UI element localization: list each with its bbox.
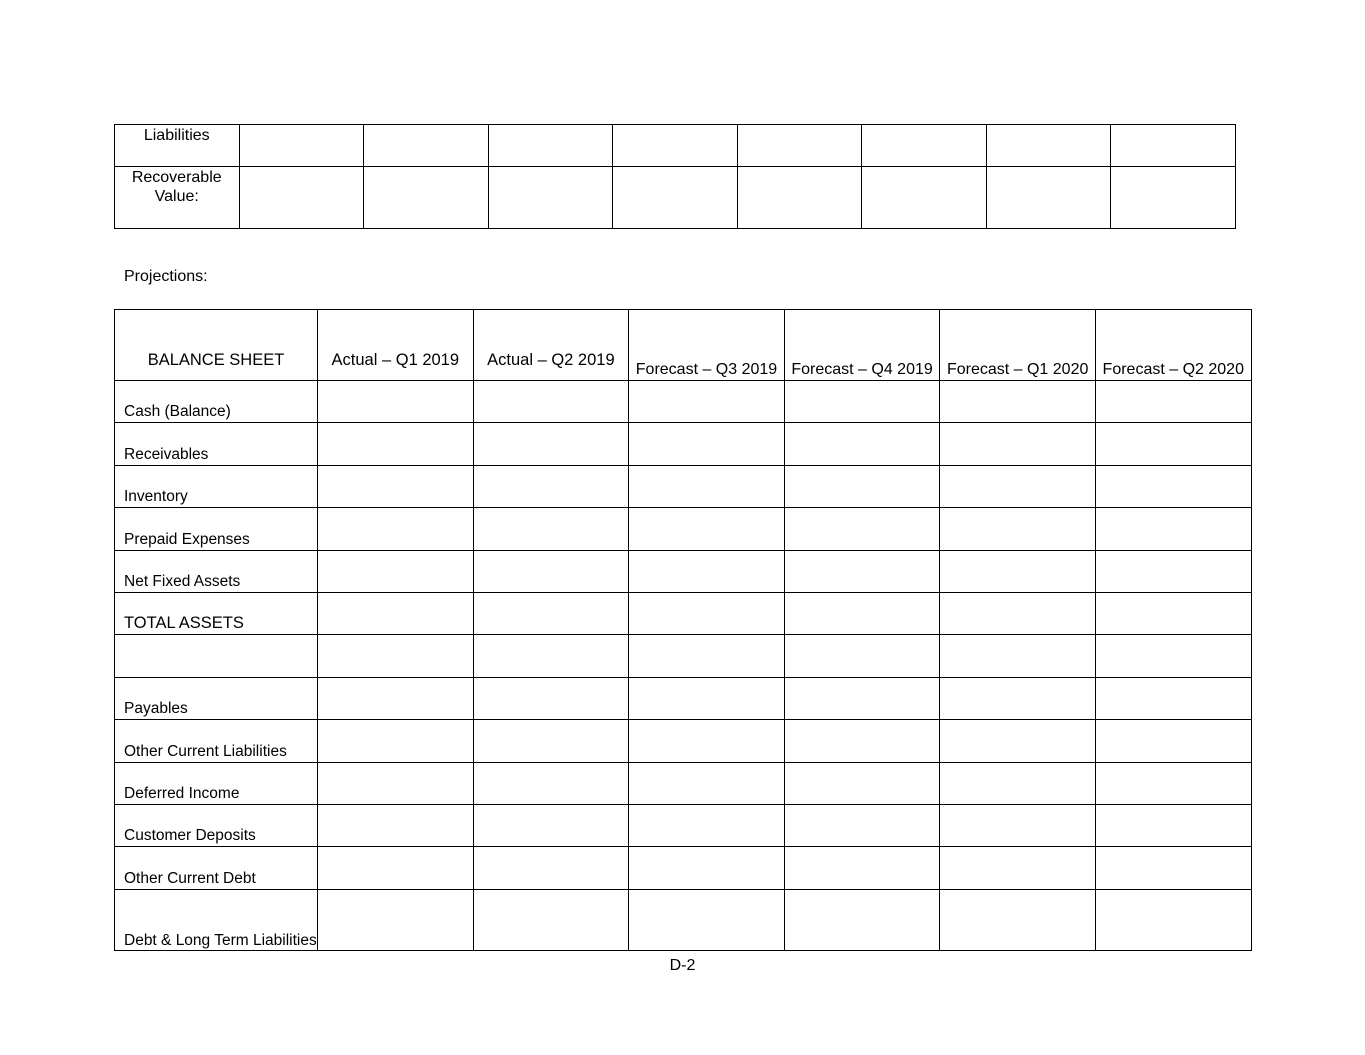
table-row [115, 889, 1252, 950]
table-cell [784, 592, 940, 634]
header-balance-sheet: BALANCE SHEET [115, 310, 318, 381]
header-forecast-q2-2020 [1095, 310, 1251, 381]
row-label: Other Current Debt [115, 847, 318, 889]
table-cell [1095, 720, 1251, 762]
table-cell [318, 804, 474, 846]
header-row [115, 310, 1252, 381]
table-cell [488, 125, 613, 167]
table-cell [1111, 167, 1236, 229]
table-cell [473, 423, 629, 465]
table-cell [784, 423, 940, 465]
row-label: Deferred Income [115, 762, 318, 804]
table-row [115, 804, 1252, 846]
row-label: Net Fixed Assets [115, 550, 318, 592]
table-cell [940, 804, 1096, 846]
table-cell [1095, 847, 1251, 889]
row-label [115, 635, 318, 677]
header-text: Forecast – Q4 2019 [791, 361, 933, 378]
table-cell [629, 381, 785, 423]
table-cell [1095, 550, 1251, 592]
table-cell [629, 889, 785, 950]
table-cell [784, 677, 940, 719]
balance-sheet-table [114, 309, 1252, 951]
table-cell [940, 508, 1096, 550]
table-row [115, 677, 1252, 719]
table-cell [737, 167, 862, 229]
row-label: Prepaid Expenses [115, 508, 318, 550]
header-actual-q1-2019: Actual – Q1 2019 [318, 310, 474, 381]
table-cell [629, 720, 785, 762]
table-cell [473, 720, 629, 762]
table-cell [488, 167, 613, 229]
table-cell [629, 677, 785, 719]
projections-label: Projections: [124, 268, 208, 285]
table-cell [318, 550, 474, 592]
table-cell [629, 804, 785, 846]
table-cell [318, 423, 474, 465]
table-row [115, 592, 1252, 634]
row-label: Cash (Balance) [115, 381, 318, 423]
table-cell [473, 635, 629, 677]
table-cell [364, 125, 489, 167]
row-label-recoverable-value [115, 167, 240, 229]
table-cell [613, 167, 738, 229]
header-text: Forecast – Q2 2020 [1102, 361, 1244, 378]
row-label: Inventory [115, 465, 318, 507]
row-label: Receivables [115, 423, 318, 465]
table-row [115, 762, 1252, 804]
table-cell [940, 677, 1096, 719]
page-number: D-2 [669, 957, 696, 974]
table-cell [1095, 423, 1251, 465]
table-cell [318, 720, 474, 762]
table-row [115, 423, 1252, 465]
table-cell [239, 167, 364, 229]
table-cell [784, 847, 940, 889]
table-row [115, 508, 1252, 550]
table-cell [1095, 592, 1251, 634]
table-row [115, 720, 1252, 762]
header-forecast-q4-2019 [784, 310, 940, 381]
table-row [115, 381, 1252, 423]
table-cell [629, 635, 785, 677]
header-forecast-q3-2019 [629, 310, 785, 381]
row-label-text: Recoverable Value: [131, 169, 222, 205]
row-label-liabilities: Liabilities [115, 125, 240, 167]
table-cell [862, 167, 987, 229]
table-cell [473, 550, 629, 592]
table-cell [940, 889, 1096, 950]
row-label: Debt & Long Term Liabilities [115, 889, 318, 950]
table-cell [629, 550, 785, 592]
row-label: TOTAL ASSETS [115, 592, 318, 634]
table-cell [629, 465, 785, 507]
table-cell [1095, 762, 1251, 804]
table-cell [940, 423, 1096, 465]
table-cell [318, 592, 474, 634]
table-cell [784, 381, 940, 423]
table-cell [318, 847, 474, 889]
table-cell [784, 635, 940, 677]
table-cell [629, 592, 785, 634]
table-cell [940, 762, 1096, 804]
table-cell [613, 125, 738, 167]
header-text: Forecast – Q3 2019 [635, 361, 778, 378]
table-cell [364, 167, 489, 229]
table-cell [1095, 889, 1251, 950]
table-cell [473, 465, 629, 507]
liabilities-table [114, 124, 1236, 229]
table-cell [784, 889, 940, 950]
table-cell [1095, 381, 1251, 423]
table-cell [318, 508, 474, 550]
table-cell [1111, 125, 1236, 167]
row-label: Other Current Liabilities [115, 720, 318, 762]
table-cell [784, 550, 940, 592]
table-cell [318, 677, 474, 719]
table-cell [473, 381, 629, 423]
table-cell [473, 804, 629, 846]
table-cell [473, 762, 629, 804]
table-cell [473, 889, 629, 950]
table-cell [1095, 804, 1251, 846]
header-actual-q2-2019: Actual – Q2 2019 [473, 310, 629, 381]
table-cell [1095, 677, 1251, 719]
table-cell [473, 592, 629, 634]
table-row [115, 465, 1252, 507]
table-cell [629, 762, 785, 804]
table-cell [318, 762, 474, 804]
table-cell [473, 847, 629, 889]
table-cell [1095, 508, 1251, 550]
row-label: Payables [115, 677, 318, 719]
header-forecast-q1-2020 [940, 310, 1096, 381]
table-cell [940, 592, 1096, 634]
table-row [115, 635, 1252, 677]
table-cell [784, 465, 940, 507]
table-cell [940, 465, 1096, 507]
table-row [115, 847, 1252, 889]
table-cell [318, 635, 474, 677]
table-cell [784, 720, 940, 762]
table-cell [629, 847, 785, 889]
table-cell [239, 125, 364, 167]
row-label: Customer Deposits [115, 804, 318, 846]
table-cell [318, 381, 474, 423]
table-row [115, 550, 1252, 592]
table-cell [1095, 465, 1251, 507]
table-cell [940, 381, 1096, 423]
table-cell [784, 762, 940, 804]
table-cell [940, 550, 1096, 592]
table-cell [629, 423, 785, 465]
table-cell [473, 677, 629, 719]
table-cell [473, 508, 629, 550]
table-cell [784, 508, 940, 550]
table-cell [986, 125, 1111, 167]
table-cell [629, 508, 785, 550]
table-cell [1095, 635, 1251, 677]
table-cell [318, 889, 474, 950]
table-cell [737, 125, 862, 167]
table-cell [940, 847, 1096, 889]
table-cell [318, 465, 474, 507]
table-row [115, 125, 1236, 167]
table-cell [862, 125, 987, 167]
table-cell [784, 804, 940, 846]
table-row [115, 167, 1236, 229]
header-text: Forecast – Q1 2020 [946, 361, 1089, 378]
table-cell [986, 167, 1111, 229]
table-cell [940, 635, 1096, 677]
table-cell [940, 720, 1096, 762]
